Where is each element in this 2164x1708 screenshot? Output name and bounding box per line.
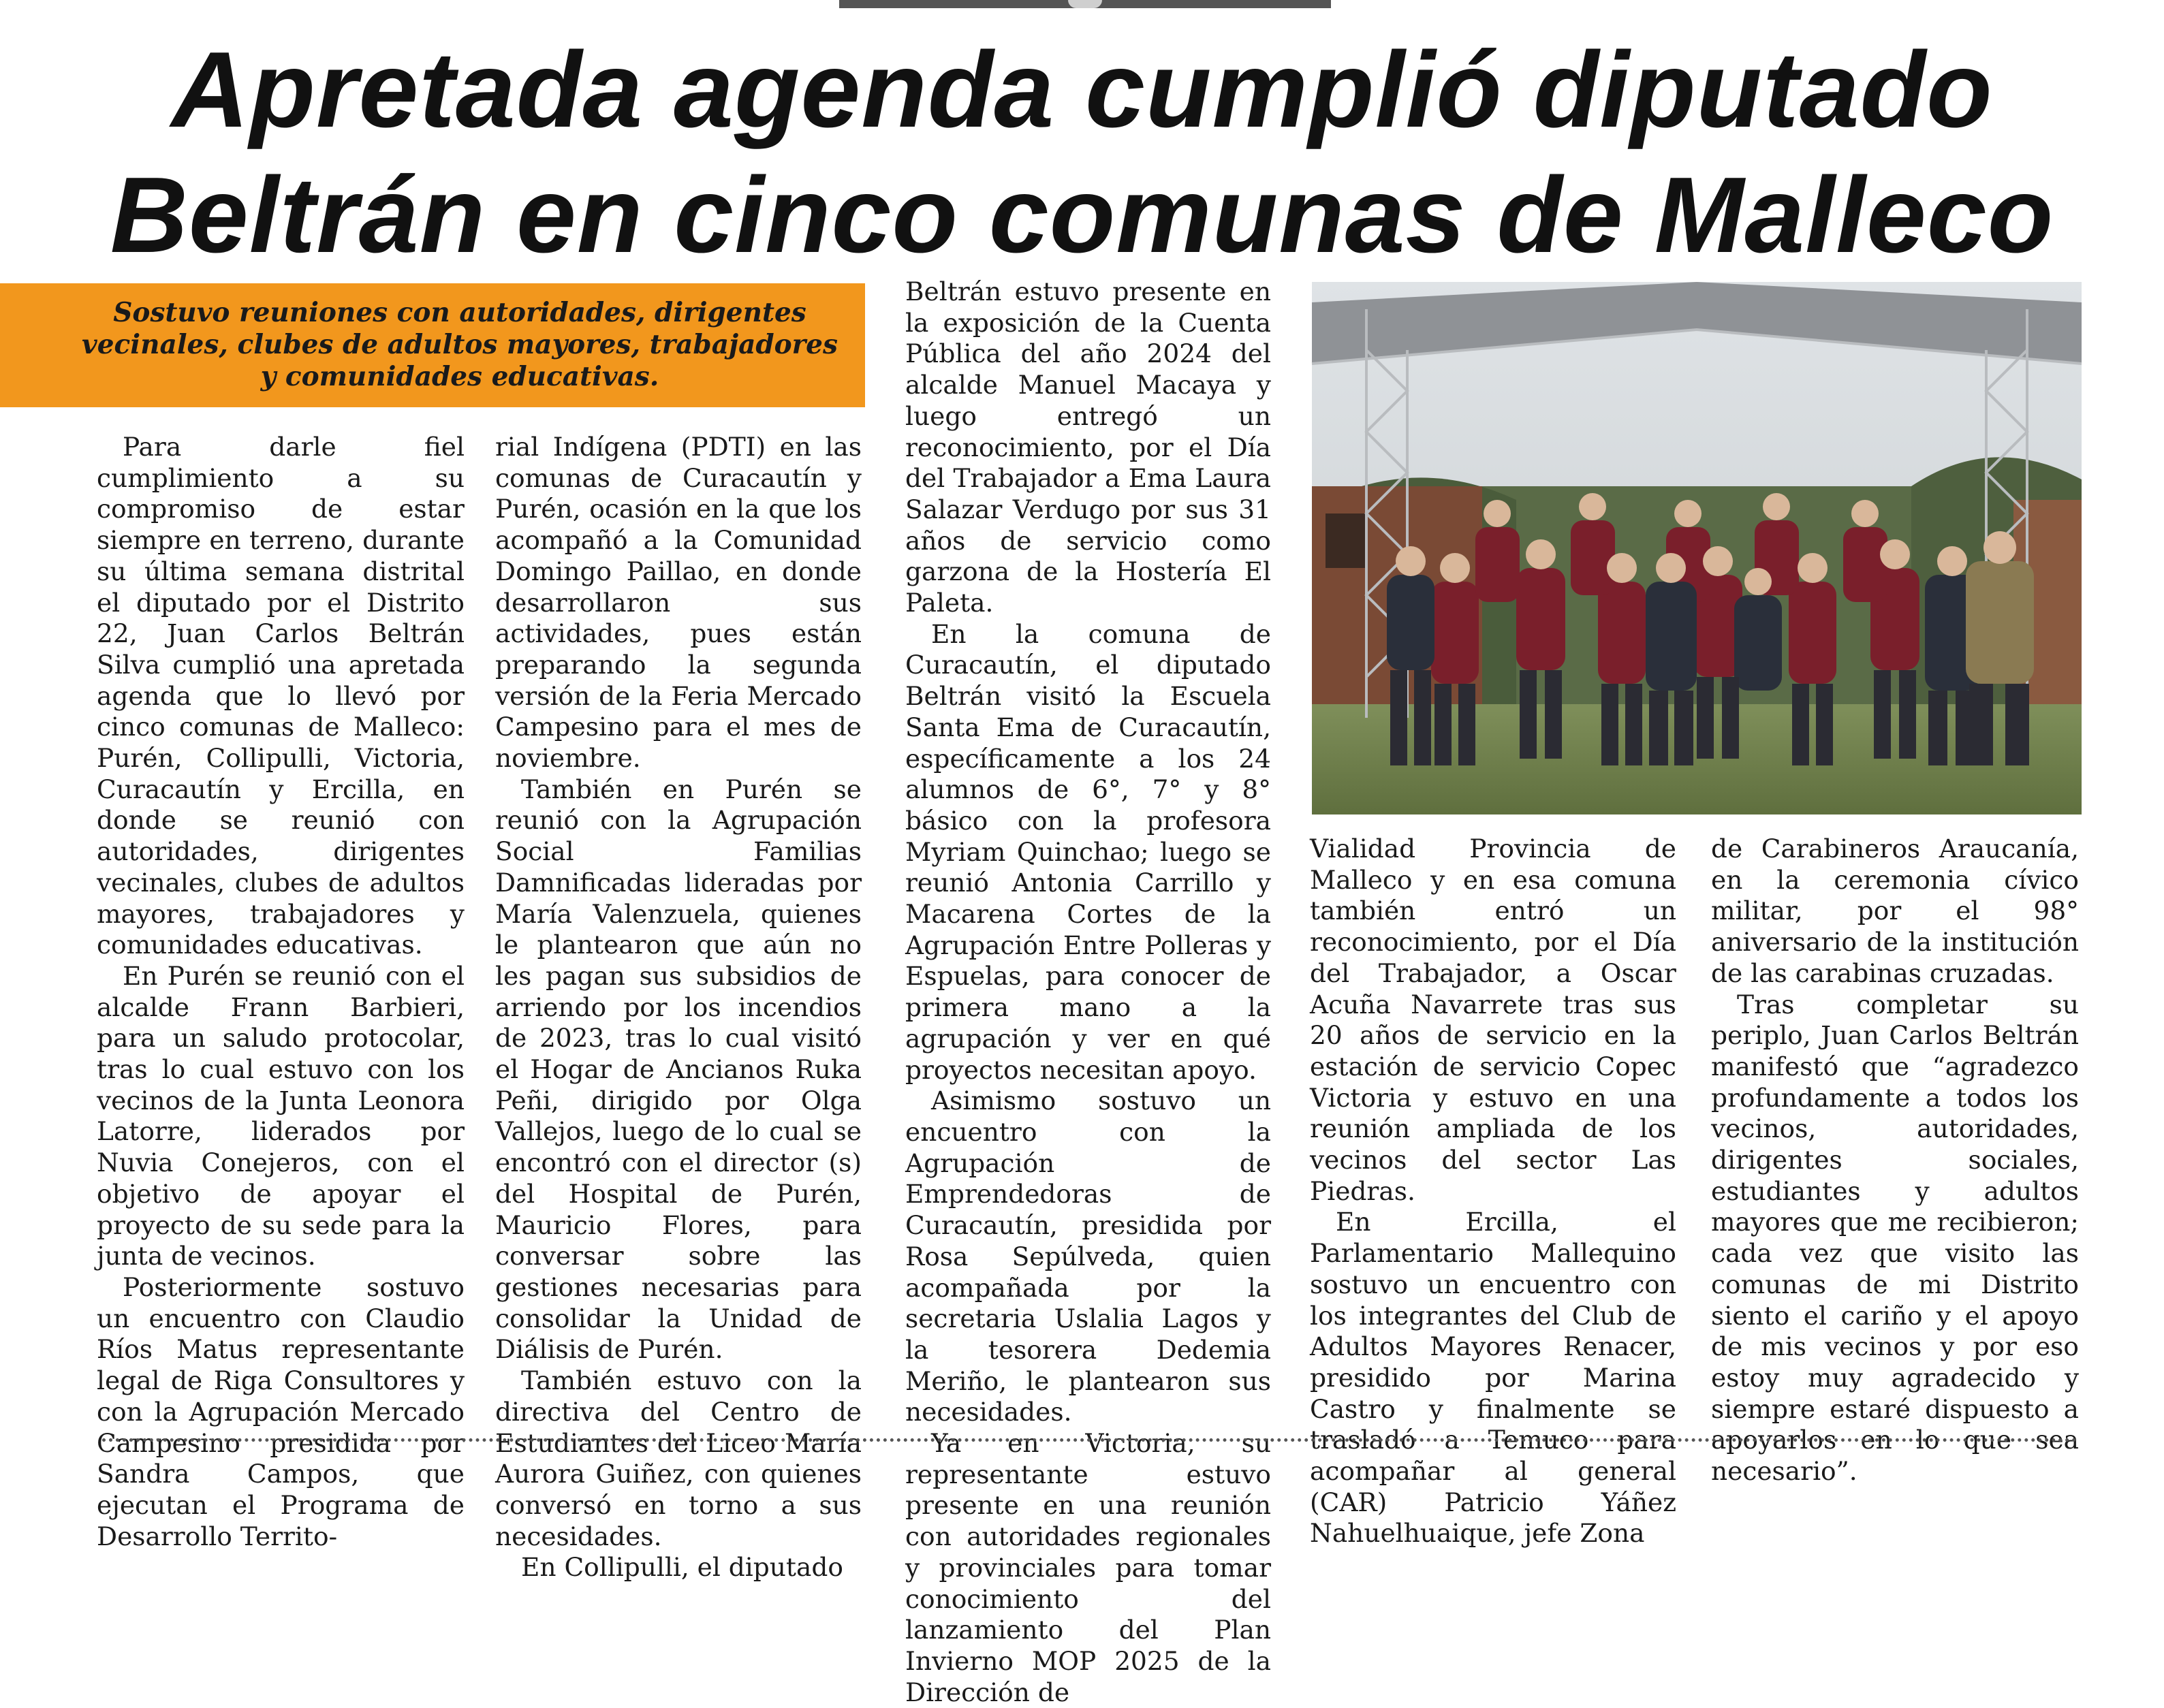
headline-line-2: Beltrán en cinco comunas de Malleco [110,155,2054,275]
headline-line-1: Apretada agenda cumplió diputado [171,30,1993,150]
paragraph: En Collipulli, el diputado [521,1552,843,1583]
bottom-dotted-rule [102,1438,2077,1442]
paragraph: Beltrán estuvo presente en la exposición de la Cuenta Pública del año 2024 del alcalde Manuel Macaya y luego entregó un reconocimiento, por el Día del Trabajador a Ema Laura Salazar Verdugo por sus 31 años de servicio como garzona de la Hostería El Paleta. [905,276,1271,618]
paragraph: Posteriormente sostuvo un encuentro con Claudio Ríos Matus representante legal de Riga Consultores y con la Agrupación Mercado Campesino presidida por Sandra Campos, que ejecutan el Programa de Desarrollo Territo- [97,1271,465,1551]
paragraph: En Purén se reunió con el alcalde Frann Barbieri, para un saludo protocolar, tras lo cual estuvo con los vecinos de la Junta Leonora Latorre, liderados por Nuvia Conejeros, con el objetivo de apoyar el proyecto de su sede para la junta de vecinos. [97,960,465,1271]
paragraph: Para darle fiel cumplimiento a su compromiso de estar siempre en terreno, durante su última semana distrital el diputado por el Distrito 22, Juan Carlos Beltrán Silva cumplió una apretada agenda que lo llevó por cinco comunas de Malleco: Purén, Collipulli, Victoria, Curacautín y Ercilla, en donde se reunió con autoridades, dirigentes vecinales, clubes de adultos mayores, trabajadores y comunidades educativas. [97,432,465,960]
article-column-4 [1310,834,1676,1549]
paragraph: También estuvo con la directiva del Centro de Estudiantes del Liceo María Aurora Guiñez, con quienes conversó en torno a sus necesidades. [495,1365,862,1551]
headline [0,27,2164,278]
paragraph: Ya en Victoria, su representante estuvo presente en una reunión con autoridades regionales y provinciales para tomar conocimiento del lanzamiento del Plan Invierno MOP 2025 de la Dirección de [905,1428,1271,1707]
paragraph: En Ercilla, el Parlamentario Mallequino sostuvo un encuentro con los integrantes del Club de Adultos Mayores Renacer, presidido por Marina Castro y finalmente se trasladó a Temuco para acompañar al general (CAR) Patricio Yáñez Nahuelhuaique, jefe Zona [1310,1207,1676,1549]
paragraph: También en Purén se reunió con la Agrupación Social Familias Damnificadas lideradas por María Valenzuela, quienes le plantearon que aún no les pagan sus subsidios de arriendo por los incendios de 2023, tras lo cual visitó el Hogar de Ancianos Ruka Peñi, dirigido por Olga Vallejos, luego de lo cual se encontró con el director (s) del Hospital de Purén, Mauricio Flores, para conversar sobre las gestiones necesarias para consolidar la Unidad de Diálisis de Purén. [495,774,862,1365]
masthead-ornament [1068,0,1102,8]
article-column-2 [495,432,862,1583]
group-photo-illustration [1312,282,2082,815]
paragraph: de Carabineros Araucanía, en la ceremonia cívico militar, por el 98° aniversario de la institución de las carabinas cruzadas. [1711,834,2079,988]
deck-subtitle: Sostuvo reuniones con autoridades, dirigentes vecinales, clubes de adultos mayores, trabajadores y comunidades educativas. [0,283,865,407]
group-photo [1312,282,2082,815]
paragraph: En la comuna de Curacautín, el diputado Beltrán visitó la Escuela Santa Ema de Curacautín, específicamente a los 24 alumnos de 6°, 7° y 8° básico con la profesora Myriam Quinchao; luego se reunió Antonia Carrillo y Macarena Cortes de la Agrupación Entre Polleras y Espuelas, para conocer de primera mano a la agrupación y ver en qué proyectos necesitan apoyo. [905,618,1271,1085]
paragraph: Tras completar su periplo, Juan Carlos Beltrán manifestó que “agradezco profundamente a todos los vecinos, autoridades, dirigentes sociales, estudiantes y adultos mayores que me recibieron; cada vez que visito las comunas de mi Distrito siento el cariño y el apoyo de mis vecinos y por eso estoy muy agradecido y siempre estaré dispuesto a apoyarlos en lo que sea necesario”. [1711,989,2079,1487]
paragraph: rial Indígena (PDTI) en las comunas de Curacautín y Purén, ocasión en la que los acompañó a la Comunidad Domingo Paillao, en donde desarrollaron sus actividades, pues están preparando la segunda versión de la Feria Mercado Campesino para el mes de noviembre. [495,432,862,774]
article-column-5 [1711,834,2079,1487]
article-column-3 [905,276,1271,1707]
article-column-1 [97,432,465,1551]
paragraph: Asimismo sostuvo un encuentro con la Agrupación de Emprendedoras de Curacautín, presidida por Rosa Sepúlveda, quien acompañada por la secretaria Uslalia Lagos y la tesorera Dedemia Meriño, le plantearon sus necesidades. [905,1086,1271,1427]
paragraph: Vialidad Provincia de Malleco y en esa comuna también entró un reconocimiento, por el Día del Trabajador, a Oscar Acuña Navarrete tras sus 20 años de servicio en la estación de servicio Copec Victoria y estuvo en una reunión ampliada de los vecinos del sector Las Piedras. [1310,834,1676,1206]
